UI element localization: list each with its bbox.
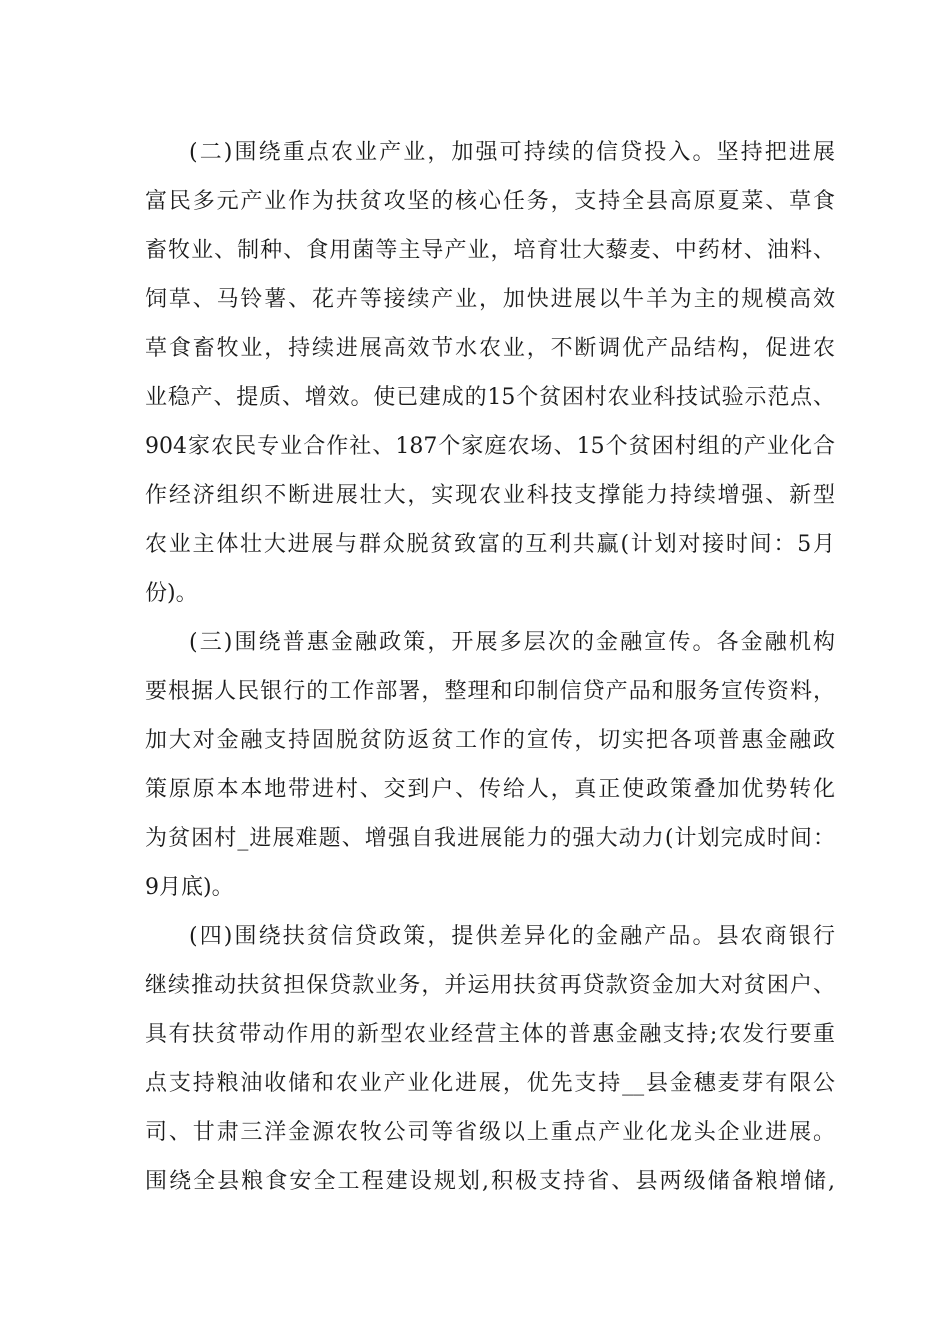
paragraph-line: (三)围绕普惠金融政策，开展多层次的金融宣传。各金融机构 bbox=[189, 630, 835, 655]
paragraph-line: 作经济组织不断进展壮大，实现农业科技支撑能力持续增强、新型 bbox=[145, 483, 835, 508]
paragraph-line: 点支持粮油收储和农业产业化进展，优先支持__县金穗麦芽有限公 bbox=[145, 1071, 835, 1096]
paragraph-line: 具有扶贫带动作用的新型农业经营主体的普惠金融支持;农发行要重 bbox=[145, 1022, 835, 1047]
paragraph-line: 业稳产、提质、增效。使已建成的15个贫困村农业科技试验示范点、 bbox=[145, 385, 835, 410]
paragraph-line: 要根据人民银行的工作部署，整理和印制信贷产品和服务宣传资料， bbox=[145, 679, 835, 704]
paragraph-line: 畜牧业、制种、食用菌等主导产业，培育壮大藜麦、中药材、油料、 bbox=[145, 238, 835, 263]
paragraph-line: (二)围绕重点农业产业，加强可持续的信贷投入。坚持把进展 bbox=[189, 140, 835, 165]
paragraph-line: 富民多元产业作为扶贫攻坚的核心任务，支持全县高原夏菜、草食 bbox=[145, 189, 835, 214]
paragraph-line: 农业主体壮大进展与群众脱贫致富的互利共赢(计划对接时间：5月 bbox=[145, 532, 835, 557]
paragraph-line: (四)围绕扶贫信贷政策，提供差异化的金融产品。县农商银行 bbox=[189, 924, 835, 949]
paragraph-4 bbox=[145, 912, 835, 1206]
paragraph-line: 围绕全县粮食安全工程建设规划,积极支持省、县两级储备粮增储, bbox=[145, 1169, 835, 1194]
paragraph-line: 为贫困村_进展难题、增强自我进展能力的强大动力(计划完成时间： bbox=[145, 826, 835, 851]
document-body bbox=[145, 128, 835, 1206]
paragraph-line: 904家农民专业合作社、187个家庭农场、15个贫困村组的产业化合 bbox=[145, 434, 835, 459]
paragraph-line: 继续推动扶贫担保贷款业务，并运用扶贫再贷款资金加大对贫困户、 bbox=[145, 973, 835, 998]
paragraph-2 bbox=[145, 128, 835, 618]
paragraph-line: 草食畜牧业，持续进展高效节水农业，不断调优产品结构，促进农 bbox=[145, 336, 835, 361]
paragraph-line: 加大对金融支持固脱贫防返贫工作的宣传，切实把各项普惠金融政 bbox=[145, 728, 835, 753]
paragraph-3 bbox=[145, 618, 835, 912]
paragraph-line: 饲草、马铃薯、花卉等接续产业，加快进展以牛羊为主的规模高效 bbox=[145, 287, 835, 312]
paragraph-line: 份)。 bbox=[145, 581, 198, 606]
paragraph-line: 司、甘肃三洋金源农牧公司等省级以上重点产业化龙头企业进展。 bbox=[145, 1120, 835, 1145]
paragraph-line: 策原原本本地带进村、交到户、传给人，真正使政策叠加优势转化 bbox=[145, 777, 835, 802]
paragraph-line: 9月底)。 bbox=[145, 875, 234, 900]
